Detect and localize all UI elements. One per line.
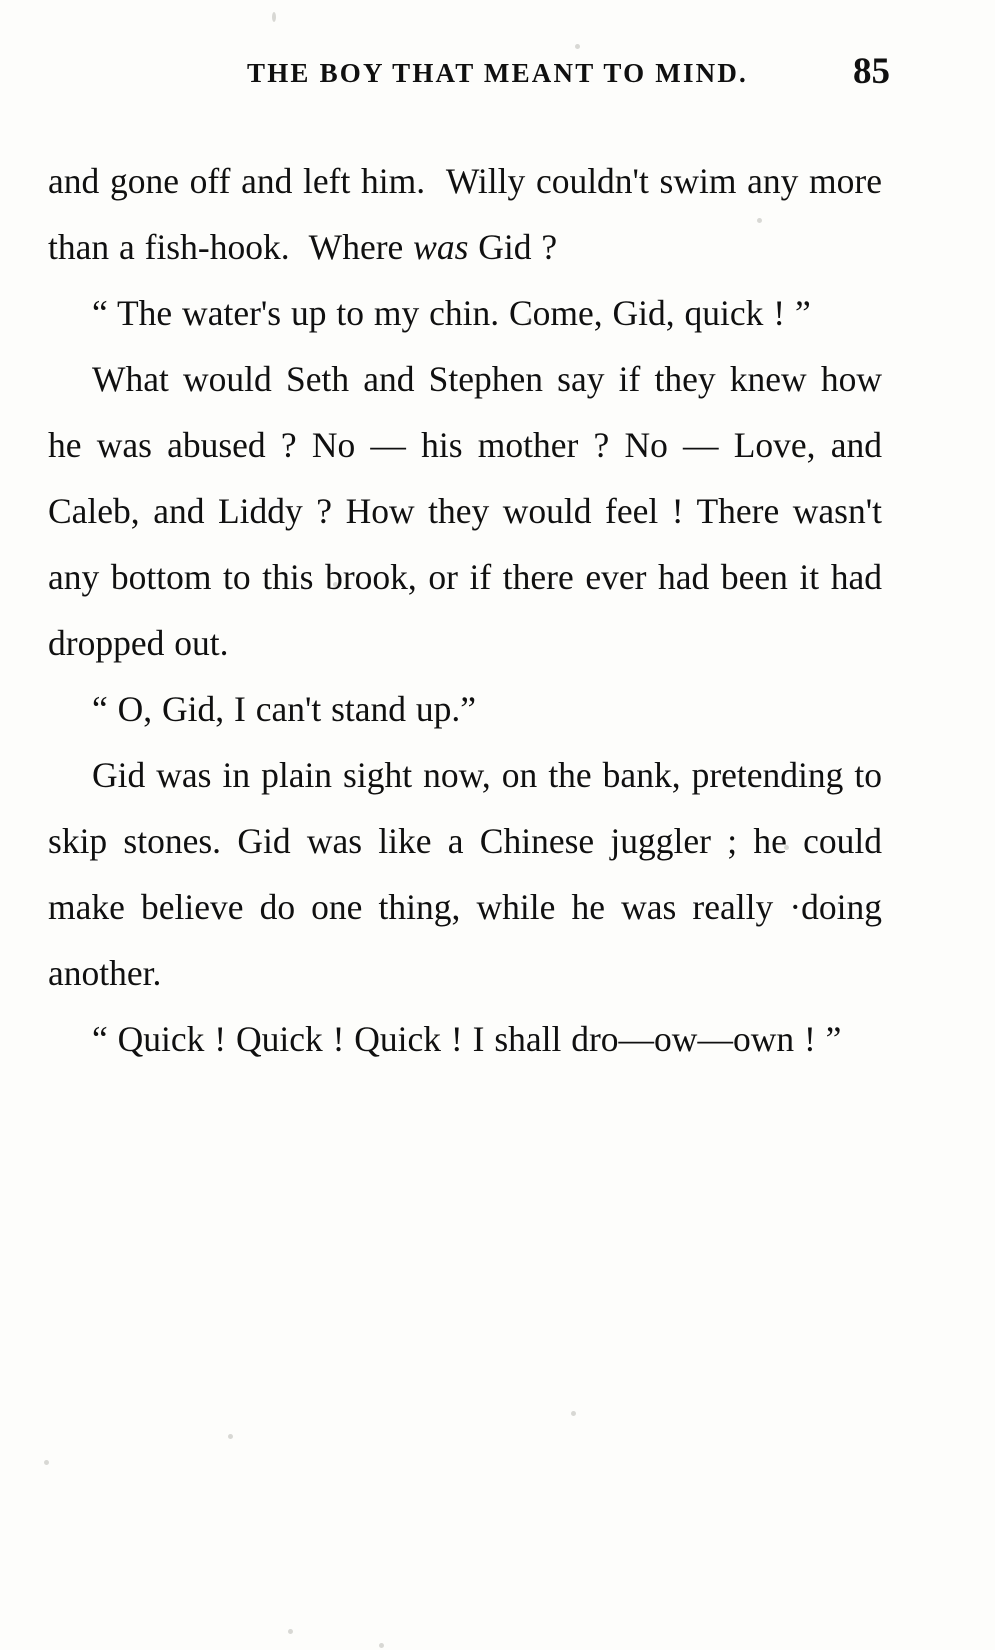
paragraph: What would Seth and Stephen say if they knew how he was abused ? No — his mother ? No — Love, and Caleb, and Liddy ? How they would feel ! There wasn't any bottom to this brook, or if there ever had been it had dropped out. [48, 359, 882, 663]
paragraph: “ O, Gid, I can't stand up.” [92, 689, 477, 729]
scan-speck [575, 44, 580, 49]
paragraph: “ Quick ! Quick ! Quick ! I shall dro—ow—own ! ” [92, 1019, 842, 1059]
paragraph: “ The water's up to my chin. Come, Gid, quick ! ” [92, 293, 811, 333]
scan-speck [288, 1629, 293, 1634]
body-text [48, 148, 882, 1072]
italic-word: was [413, 227, 469, 267]
scan-speck [228, 1434, 233, 1439]
scan-speck [44, 1460, 49, 1465]
paragraph: Gid was in plain sight now, on the bank, pretending to skip stones. Gid was like a Chinese juggler ; he could make believe do one thing, while he was really ·doing another. [48, 755, 882, 993]
running-head [0, 58, 995, 89]
scan-speck [571, 1411, 576, 1416]
running-head-title: THE BOY THAT MEANT TO MIND. [247, 58, 748, 88]
scan-speck [379, 1643, 384, 1648]
scan-speck [272, 12, 276, 22]
paragraph: and gone off and left him. Willy couldn't swim any more than a fish-hook. Where was Gid ? [48, 161, 882, 267]
page-number: 85 [853, 51, 890, 92]
